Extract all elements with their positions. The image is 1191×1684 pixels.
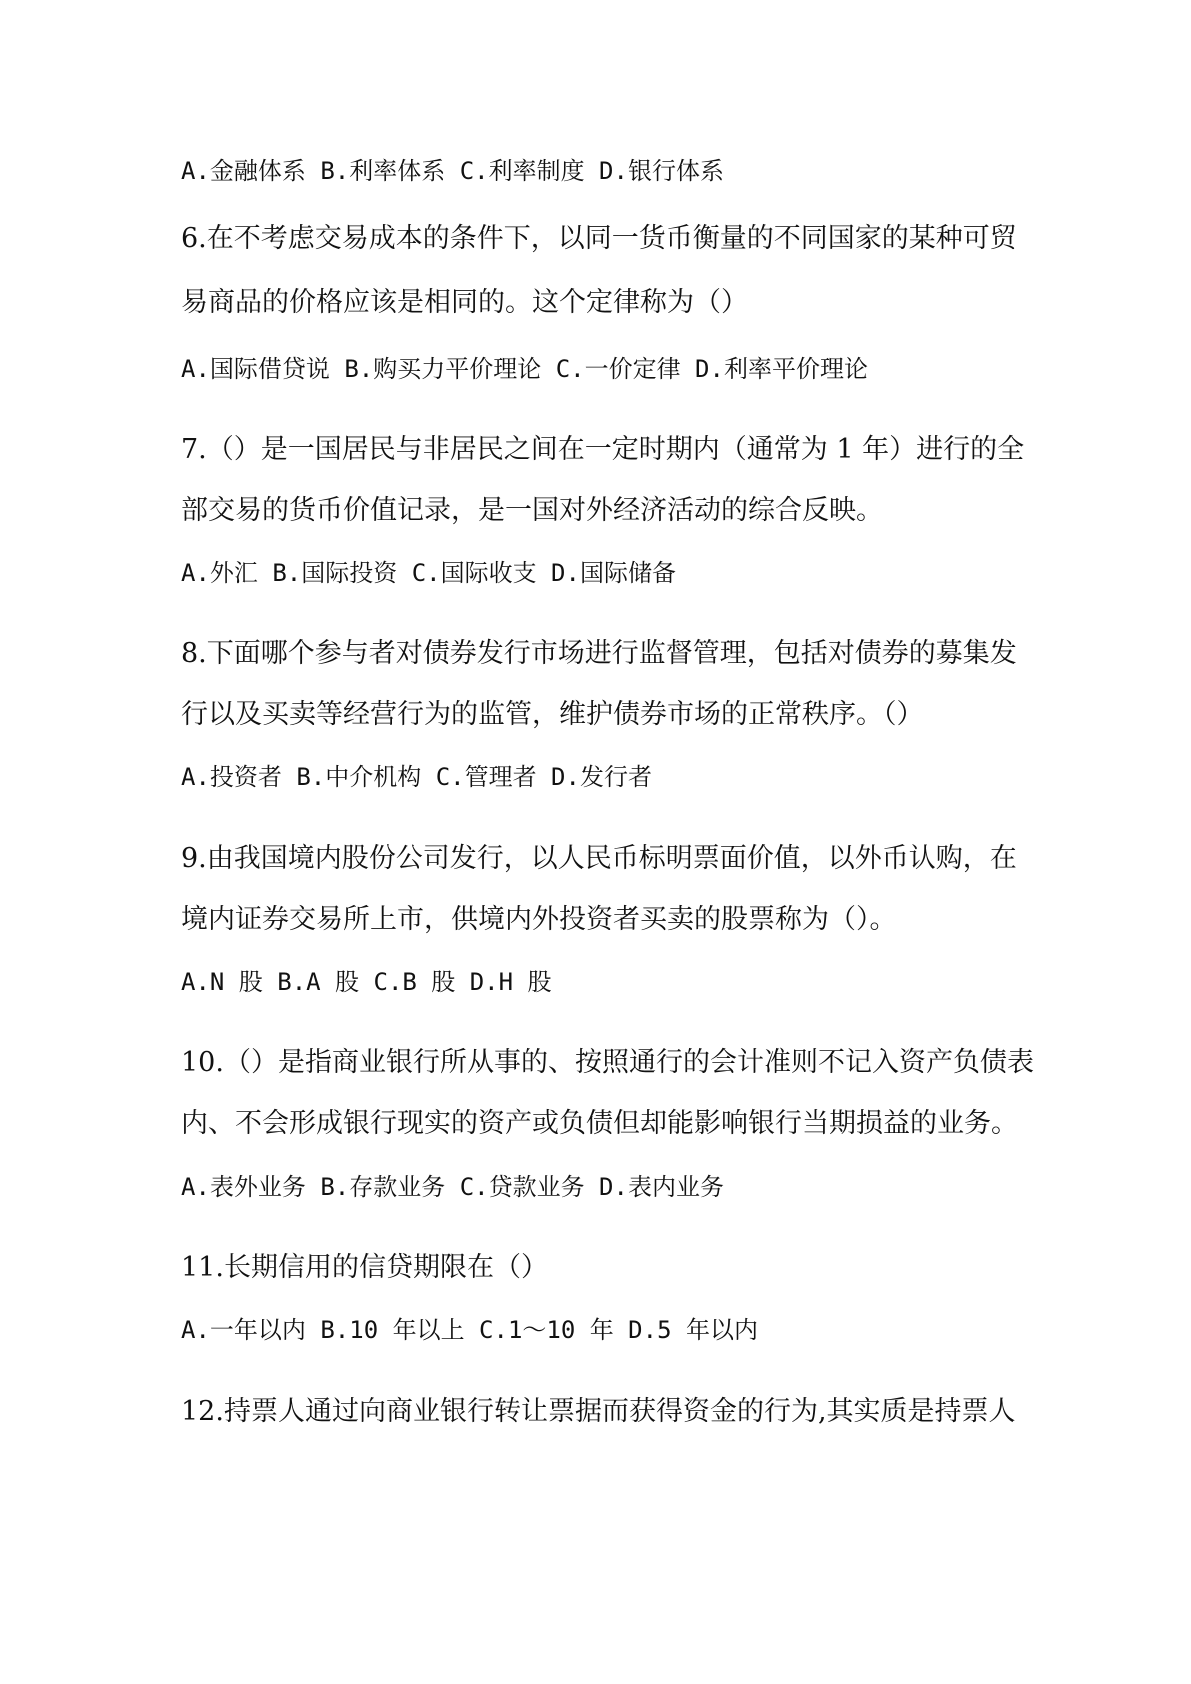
- q8-options: A.投资者 B.中介机构 C.管理者 D.发行者: [181, 763, 652, 791]
- q5-options: A.金融体系 B.利率体系 C.利率制度 D.银行体系: [181, 157, 724, 185]
- q7-text-line-2: 部交易的货币价值记录，是一国对外经济活动的综合反映。: [181, 495, 883, 526]
- q8-text-line-2: 行以及买卖等经营行为的监管，维护债券市场的正常秩序。（）: [181, 699, 924, 730]
- q9-text-line-1: 9.由我国境内股份公司发行，以人民币标明票面价值，以外币认购，在: [181, 843, 1017, 874]
- q9-text-line-2: 境内证券交易所上市，供境内外投资者买卖的股票称为（）。: [181, 904, 897, 935]
- q8-text-line-1: 8.下面哪个参与者对债券发行市场进行监督管理，包括对债券的募集发: [181, 638, 1017, 669]
- q12-text-line-1: 12.持票人通过向商业银行转让票据而获得资金的行为,其实质是持票人: [181, 1396, 1016, 1427]
- q9-options: A.N 股 B.A 股 C.B 股 D.H 股: [181, 968, 552, 996]
- q11-options: A.一年以内 B.10 年以上 C.1～10 年 D.5 年以内: [181, 1316, 758, 1344]
- q6-options: A.国际借贷说 B.购买力平价理论 C.一价定律 D.利率平价理论: [181, 355, 868, 383]
- q6-text-line-1: 6.在不考虑交易成本的条件下，以同一货币衡量的不同国家的某种可贸: [181, 223, 1017, 254]
- q7-text-line-1: 7.（）是一国居民与非居民之间在一定时期内（通常为 1 年）进行的全: [181, 434, 1025, 465]
- q6-text-line-2: 易商品的价格应该是相同的。这个定律称为（）: [181, 287, 748, 318]
- q11-text: 11.长期信用的信贷期限在（）: [181, 1252, 548, 1283]
- q7-options: A.外汇 B.国际投资 C.国际收支 D.国际储备: [181, 559, 676, 587]
- q10-text-line-2: 内、不会形成银行现实的资产或负债但却能影响银行当期损益的业务。: [181, 1108, 1018, 1139]
- q10-text-line-1: 10.（）是指商业银行所从事的、按照通行的会计准则不记入资产负债表: [181, 1047, 1034, 1078]
- q10-options: A.表外业务 B.存款业务 C.贷款业务 D.表内业务: [181, 1173, 724, 1201]
